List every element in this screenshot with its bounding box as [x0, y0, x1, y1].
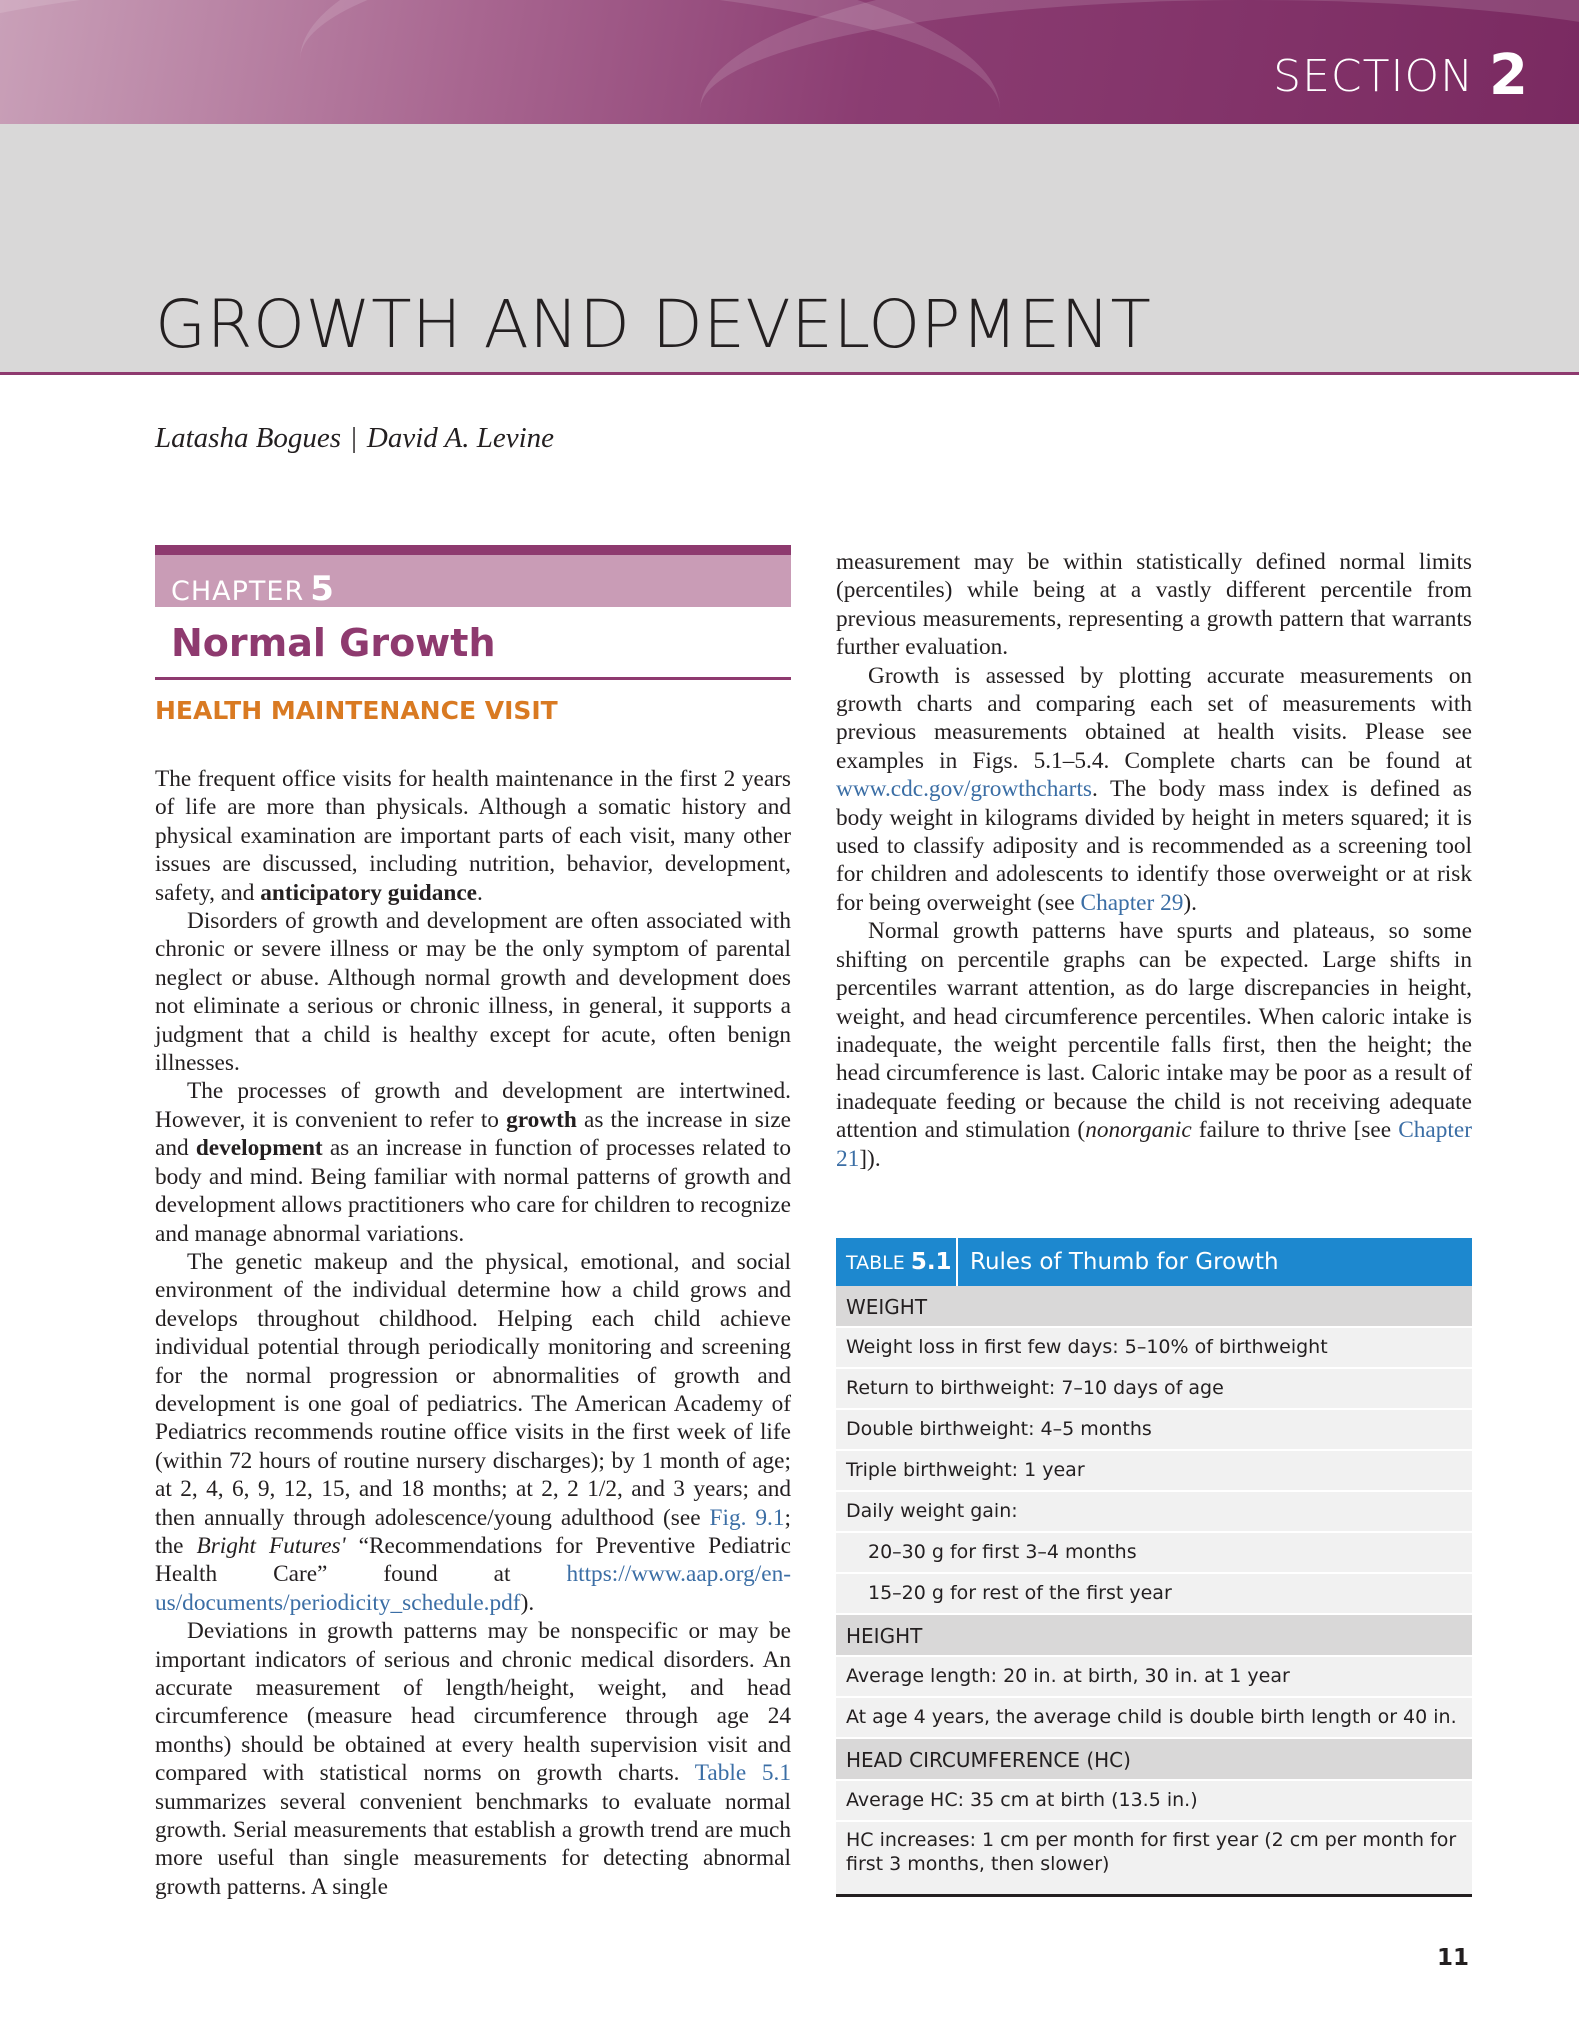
- table-row: Double birthweight: 4–5 months: [836, 1410, 1472, 1451]
- chapter-21-link[interactable]: Chapter 21: [836, 1117, 1472, 1172]
- body-text-right: [836, 548, 1472, 1173]
- table-row: At age 4 years, the average child is double birth length or 40 in.: [836, 1698, 1472, 1739]
- section-label: [1273, 43, 1529, 108]
- table-title: Rules of Thumb for Growth: [970, 1248, 1279, 1275]
- growth-rules-table: [836, 1238, 1472, 1897]
- table-category-row: HEIGHT: [836, 1615, 1472, 1657]
- paragraph-3: The processes of growth and development are intertwined. However, it is convenient to refer to growth as the increase in size and development as an increase in function of processes related to body and mind. Being familiar with normal patterns of growth and development allows practitioners who care for children to recognize and manage abnormal variations.: [155, 1078, 792, 1247]
- table-category-row: WEIGHT: [836, 1286, 1472, 1328]
- paragraph-2: Disorders of growth and development are often associated with chronic or severe illness or may be the only symptom of parental neglect or abuse. Although normal growth and development does not eliminate a serious or chronic illness, in general, it supports a judgment that a child is healthy except for acute, often benign illnesses.: [155, 908, 791, 1077]
- table-header: [836, 1238, 1472, 1286]
- figure-link[interactable]: Fig. 9.1: [709, 1504, 785, 1531]
- author-separator: |: [351, 422, 357, 454]
- paragraph-5: Deviations in growth patterns may be nonspecific or may be important indicators of serious and chronic medical disorders. An accurate measurement of length/height, weight, and head circumference (measure head circumference through age 24 months) should be obtained at every health supervision visit and compared with statistical norms on growth charts. Table 5.1 summarizes several convenient benchmarks to evaluate normal growth. Serial measurements that establish a growth trend are much more useful than single measurements for detecting abnormal growth patterns. A single: [155, 1618, 791, 1900]
- aap-periodicity-link[interactable]: https://www.aap.org/en-us/documents/periodicity_schedule.pdf: [155, 1561, 791, 1616]
- table-row: Return to birthweight: 7–10 days of age: [836, 1369, 1472, 1410]
- table-category-row: HEAD CIRCUMFERENCE (HC): [836, 1739, 1472, 1781]
- chapter-29-link[interactable]: Chapter 29: [1080, 889, 1184, 916]
- table-link[interactable]: Table 5.1: [694, 1760, 791, 1787]
- section-subhead: HEALTH MAINTENANCE VISIT: [155, 696, 558, 725]
- table-row: 20–30 g for first 3–4 months: [836, 1533, 1472, 1574]
- paragraph-1: The frequent office visits for health maintenance in the first 2 years of life are more than physicals. Although a somatic history and physical examination are important parts of each visit, many other issues are discussed, including nutrition, behavior, development, safety, and anticipatory guidance.: [155, 766, 791, 906]
- table-body: [836, 1286, 1472, 1897]
- authors: [155, 422, 554, 455]
- author-1: Latasha Bogues: [155, 422, 342, 454]
- left-column: [155, 545, 791, 1901]
- paragraph-8: Normal growth patterns have spurts and plateaus, so some shifting on percentile graphs can be expected. Large shifts in percentiles warrant attention, as do large discrepancies in height, weight, and head circumference percentiles. When caloric intake is inadequate, the weight percentile falls first, then the height; the head circumference is last. Caloric intake may be poor as a result of inadequate feeding or because the child is not receiving adequate attention and stimulation (nonorganic failure to thrive [see Chapter 21]).: [836, 918, 1472, 1172]
- section-number: 2: [1489, 43, 1529, 108]
- table-row: 15–20 g for rest of the first year: [836, 1574, 1472, 1615]
- body-text-left: [155, 765, 791, 1901]
- table-row: Average length: 20 in. at birth, 30 in. at 1 year: [836, 1657, 1472, 1698]
- chapter-box: [155, 545, 791, 607]
- cdc-growthcharts-link[interactable]: www.cdc.gov/growthcharts: [836, 776, 1092, 803]
- table-number: TABLE 5.1: [836, 1238, 958, 1286]
- chapter-number: 5: [310, 569, 335, 609]
- table-row: HC increases: 1 cm per month for first year (2 cm per month for first 3 months, then slower): [836, 1822, 1472, 1897]
- paragraph-6: measurement may be within statistically defined normal limits (percentiles) while being at a vastly different percentile from previous measurements, representing a growth pattern that warrants further evaluation.: [836, 549, 1472, 661]
- table-row: Triple birthweight: 1 year: [836, 1451, 1472, 1492]
- paragraph-7: Growth is assessed by plotting accurate measurements on growth charts and comparing each set of measurements with previous measurements obtained at health visits. Please see examples in Figs. 5.1–5.4. Complete charts can be found at www.cdc.gov/growthcharts. The body mass index is defined as body weight in kilograms divided by height in meters squared; it is used to classify adiposity and is recommended as a screening tool for children and adolescents to identify those overweight or at risk for being overweight (see Chapter 29).: [836, 662, 1472, 916]
- author-2: David A. Levine: [366, 422, 555, 454]
- page-number: 11: [1436, 1945, 1469, 1971]
- table-row: Weight loss in first few days: 5–10% of birthweight: [836, 1328, 1472, 1369]
- paragraph-4: The genetic makeup and the physical, emotional, and social environment of the individual determine how a child grows and develops throughout childhood. Helping each child achieve individual potential through periodically monitoring and screening for the normal progression or abnormalities of growth and development is one goal of pediatrics. The American Academy of Pediatrics recommends routine office visits in the first week of life (within 72 hours of routine nursery discharges); by 1 month of age; at 2, 4, 6, 9, 12, 15, and 18 months; at 2, 2 1/2, and 3 years; and then annually through adolescence/young adulthood (see Fig. 9.1; the Bright Futures' “Recommendations for Preventive Pediatric Health Care” found at https://www.aap.org/en-us/documents/periodicity_schedule.pdf).: [155, 1248, 791, 1616]
- section-title: GROWTH AND DEVELOPMENT: [155, 286, 1152, 363]
- section-word: SECTION: [1273, 51, 1475, 102]
- chapter-label: CHAPTER 5: [171, 569, 335, 609]
- section-banner: [0, 0, 1579, 124]
- table-row: Daily weight gain:: [836, 1492, 1472, 1533]
- table-row: Average HC: 35 cm at birth (13.5 in.): [836, 1781, 1472, 1822]
- right-column: [836, 548, 1472, 1897]
- chapter-title: Normal Growth: [155, 607, 791, 680]
